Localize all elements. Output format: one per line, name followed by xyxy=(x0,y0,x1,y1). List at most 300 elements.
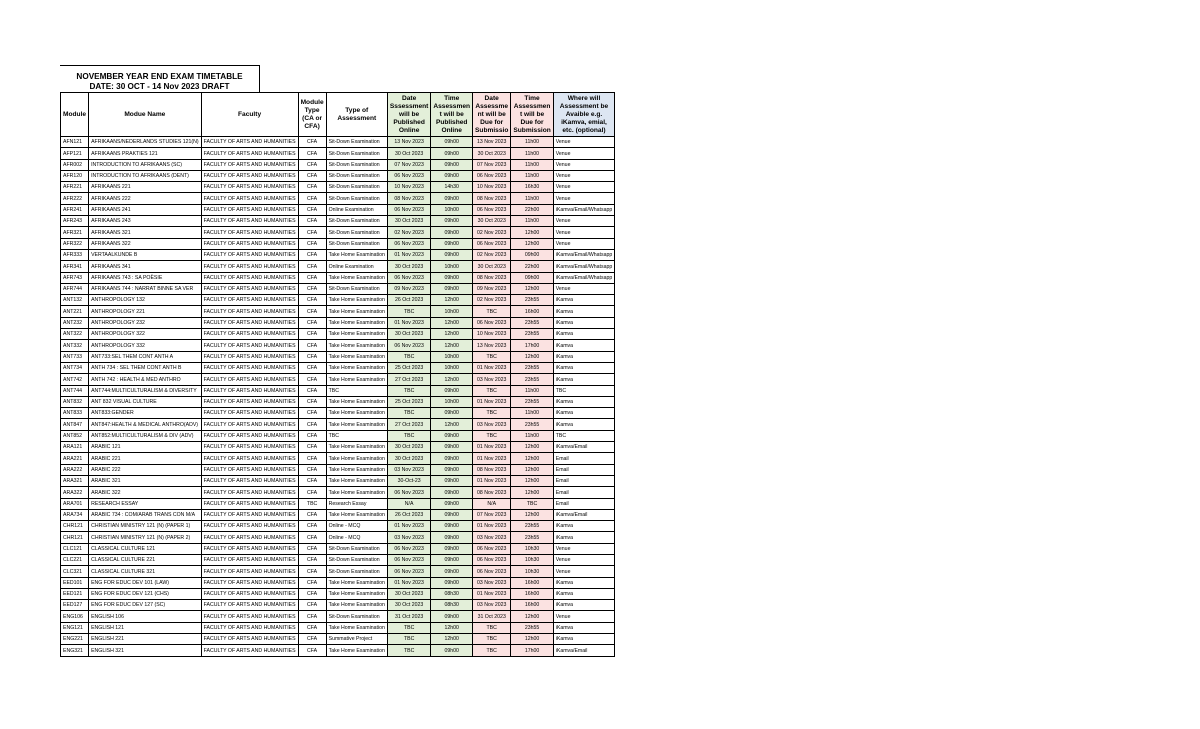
cell-faculty: FACULTY OF ARTS AND HUMANITIES xyxy=(201,385,298,396)
cell-due-time: 12h00 xyxy=(511,283,553,294)
cell-assessment-type: Sit-Down Examination xyxy=(326,238,387,249)
cell-due-time: 16h00 xyxy=(511,600,553,611)
cell-location: Venue xyxy=(553,159,615,170)
cell-publish-time: 12h00 xyxy=(431,329,473,340)
cell-module-name: ENGLISH 221 xyxy=(89,634,202,645)
cell-module-type: CFA xyxy=(298,351,326,362)
cell-module-code: ANT232 xyxy=(61,317,89,328)
cell-module-code: EED101 xyxy=(61,577,89,588)
table-row xyxy=(61,396,615,407)
cell-due-date: TBC xyxy=(473,385,511,396)
cell-publish-date: 25 Oct 2023 xyxy=(387,362,431,373)
cell-module-name: ARABIC 222 xyxy=(89,464,202,475)
cell-publish-time: 10h00 xyxy=(431,306,473,317)
cell-module-type: CFA xyxy=(298,577,326,588)
cell-due-date: 07 Nov 2023 xyxy=(473,509,511,520)
cell-module-type: CFA xyxy=(298,487,326,498)
cell-module-code: ANT832 xyxy=(61,396,89,407)
cell-module-type: CFA xyxy=(298,261,326,272)
cell-publish-date: 30 Oct 2023 xyxy=(387,148,431,159)
cell-publish-date: 30 Oct 2023 xyxy=(387,216,431,227)
cell-due-date: TBC xyxy=(473,351,511,362)
cell-location: iKamva xyxy=(553,600,615,611)
table-row xyxy=(61,453,615,464)
table-row xyxy=(61,611,615,622)
cell-publish-date: 08 Nov 2023 xyxy=(387,193,431,204)
cell-publish-time: 10h00 xyxy=(431,261,473,272)
table-row xyxy=(61,182,615,193)
cell-module-name: CLASSICAL CULTURE 121 xyxy=(89,543,202,554)
cell-publish-date: TBC xyxy=(387,408,431,419)
cell-module-name: ANTH 742 : HEALTH & MED ANTHRO xyxy=(89,374,202,385)
table-row xyxy=(61,317,615,328)
page-title: NOVEMBER YEAR END EXAM TIMETABLE xyxy=(76,72,243,81)
cell-assessment-type: Take Home Examination xyxy=(326,295,387,306)
table-row xyxy=(61,148,615,159)
cell-publish-date: TBC xyxy=(387,351,431,362)
cell-module-name: AFRIKAANS PRAKTIES 121 xyxy=(89,148,202,159)
cell-faculty: FACULTY OF ARTS AND HUMANITIES xyxy=(201,261,298,272)
cell-module-code: AFR341 xyxy=(61,261,89,272)
cell-due-date: 01 Nov 2023 xyxy=(473,475,511,486)
cell-module-code: ARA321 xyxy=(61,475,89,486)
cell-location: Venue xyxy=(553,566,615,577)
cell-faculty: FACULTY OF ARTS AND HUMANITIES xyxy=(201,137,298,148)
header-module-name: Modue Name xyxy=(89,93,202,137)
cell-publish-date: 13 Nov 2023 xyxy=(387,137,431,148)
cell-module-name: ANTHROPOLOGY 221 xyxy=(89,306,202,317)
cell-assessment-type: Sit-Down Examination xyxy=(326,148,387,159)
cell-module-type: CFA xyxy=(298,340,326,351)
cell-module-code: ARA221 xyxy=(61,453,89,464)
cell-module-code: AFR221 xyxy=(61,182,89,193)
cell-module-code: CLC221 xyxy=(61,554,89,565)
cell-due-date: 01 Nov 2023 xyxy=(473,453,511,464)
cell-assessment-type: Take Home Examination xyxy=(326,588,387,599)
cell-module-code: ENG121 xyxy=(61,622,89,633)
cell-module-type: CFA xyxy=(298,272,326,283)
cell-due-time: 22h00 xyxy=(511,261,553,272)
cell-location: Venue xyxy=(553,170,615,181)
cell-faculty: FACULTY OF ARTS AND HUMANITIES xyxy=(201,543,298,554)
table-row xyxy=(61,261,615,272)
cell-publish-time: 12h00 xyxy=(431,317,473,328)
cell-publish-time: 14h30 xyxy=(431,182,473,193)
cell-due-date: TBC xyxy=(473,408,511,419)
cell-publish-time: 09h00 xyxy=(431,137,473,148)
cell-location: iKamva/Email xyxy=(553,442,615,453)
cell-publish-time: 09h00 xyxy=(431,408,473,419)
cell-publish-time: 09h00 xyxy=(431,249,473,260)
table-row xyxy=(61,487,615,498)
cell-assessment-type: Research Essay xyxy=(326,498,387,509)
cell-assessment-type: Sit-Down Examination xyxy=(326,193,387,204)
cell-module-name: AFRIKAANS 322 xyxy=(89,238,202,249)
cell-module-type: CFA xyxy=(298,193,326,204)
cell-location: Venue xyxy=(553,283,615,294)
cell-module-code: ANT332 xyxy=(61,340,89,351)
cell-module-code: ENG221 xyxy=(61,634,89,645)
cell-faculty: FACULTY OF ARTS AND HUMANITIES xyxy=(201,227,298,238)
cell-module-name: ANT744:MULTICULTURALISM & DIVERSITY xyxy=(89,385,202,396)
cell-publish-time: 10h00 xyxy=(431,204,473,215)
cell-module-type: CFA xyxy=(298,645,326,656)
table-body xyxy=(61,137,615,657)
cell-assessment-type: Take Home Examination xyxy=(326,645,387,656)
cell-location: Venue xyxy=(553,137,615,148)
cell-publish-date: 01 Nov 2023 xyxy=(387,317,431,328)
table-row xyxy=(61,622,615,633)
cell-module-code: ANT742 xyxy=(61,374,89,385)
cell-due-date: 06 Nov 2023 xyxy=(473,238,511,249)
cell-faculty: FACULTY OF ARTS AND HUMANITIES xyxy=(201,182,298,193)
cell-module-name: AFRIKAANS/NEDERLANDS STUDIES 121(N) xyxy=(89,137,202,148)
cell-publish-date: 09 Nov 2023 xyxy=(387,283,431,294)
cell-location: Email xyxy=(553,475,615,486)
cell-due-time: 23h55 xyxy=(511,317,553,328)
cell-module-name: AFRIKAANS 744 : NARRAT BINNE SA VER xyxy=(89,283,202,294)
cell-module-name: AFRIKAANS 243 xyxy=(89,216,202,227)
cell-assessment-type: Take Home Examination xyxy=(326,475,387,486)
cell-faculty: FACULTY OF ARTS AND HUMANITIES xyxy=(201,442,298,453)
table-row xyxy=(61,306,615,317)
cell-publish-date: 25 Oct 2023 xyxy=(387,396,431,407)
cell-module-name: ANTHROPOLOGY 322 xyxy=(89,329,202,340)
table-row xyxy=(61,498,615,509)
cell-due-time: 09h00 xyxy=(511,272,553,283)
header-module: Module xyxy=(61,93,89,137)
cell-module-code: ANT132 xyxy=(61,295,89,306)
cell-publish-time: 09h00 xyxy=(431,543,473,554)
cell-module-name: ANT852:MULTICULTURALISM & DIV (ADV) xyxy=(89,430,202,441)
cell-module-name: AFRIKAANS 743 : SA POËSIE xyxy=(89,272,202,283)
cell-due-time: 12h00 xyxy=(511,611,553,622)
cell-location: iKamva xyxy=(553,588,615,599)
cell-faculty: FACULTY OF ARTS AND HUMANITIES xyxy=(201,170,298,181)
cell-faculty: FACULTY OF ARTS AND HUMANITIES xyxy=(201,554,298,565)
cell-due-time: 11h00 xyxy=(511,193,553,204)
cell-location: iKamva xyxy=(553,374,615,385)
table-row xyxy=(61,566,615,577)
table-row xyxy=(61,475,615,486)
cell-due-time: 12h00 xyxy=(511,227,553,238)
cell-due-time: 11h00 xyxy=(511,148,553,159)
cell-module-code: ANT221 xyxy=(61,306,89,317)
cell-faculty: FACULTY OF ARTS AND HUMANITIES xyxy=(201,283,298,294)
cell-publish-date: 31 Oct 2023 xyxy=(387,611,431,622)
cell-module-type: CFA xyxy=(298,249,326,260)
cell-faculty: FACULTY OF ARTS AND HUMANITIES xyxy=(201,419,298,430)
cell-due-time: 11h00 xyxy=(511,170,553,181)
cell-location: Email xyxy=(553,498,615,509)
cell-assessment-type: Take Home Examination xyxy=(326,453,387,464)
cell-module-code: CLC121 xyxy=(61,543,89,554)
cell-publish-time: 08h30 xyxy=(431,600,473,611)
cell-publish-time: 09h00 xyxy=(431,532,473,543)
cell-due-date: 03 Nov 2023 xyxy=(473,577,511,588)
cell-publish-date: 30 Oct 2023 xyxy=(387,453,431,464)
cell-publish-time: 09h00 xyxy=(431,442,473,453)
cell-due-date: 08 Nov 2023 xyxy=(473,272,511,283)
cell-publish-time: 09h00 xyxy=(431,487,473,498)
table-row xyxy=(61,272,615,283)
cell-module-type: CFA xyxy=(298,554,326,565)
cell-publish-date: 26 Oct 2023 xyxy=(387,509,431,520)
cell-due-time: 12h00 xyxy=(511,475,553,486)
cell-faculty: FACULTY OF ARTS AND HUMANITIES xyxy=(201,453,298,464)
cell-publish-time: 12h00 xyxy=(431,340,473,351)
cell-publish-date: 27 Oct 2023 xyxy=(387,374,431,385)
cell-due-date: 08 Nov 2023 xyxy=(473,193,511,204)
cell-location: iKamva xyxy=(553,396,615,407)
cell-assessment-type: Take Home Examination xyxy=(326,272,387,283)
cell-assessment-type: Take Home Examination xyxy=(326,464,387,475)
cell-assessment-type: Take Home Examination xyxy=(326,374,387,385)
cell-location: iKamva/Email/Whatsapp xyxy=(553,204,615,215)
cell-assessment-type: Take Home Examination xyxy=(326,408,387,419)
cell-assessment-type: Sit-Down Examination xyxy=(326,216,387,227)
cell-publish-time: 10h00 xyxy=(431,351,473,362)
cell-publish-date: 30 Oct 2023 xyxy=(387,442,431,453)
cell-module-code: AFR321 xyxy=(61,227,89,238)
cell-due-time: 16h00 xyxy=(511,577,553,588)
cell-module-type: CFA xyxy=(298,532,326,543)
cell-module-type: CFA xyxy=(298,170,326,181)
cell-location: iKamva xyxy=(553,362,615,373)
cell-publish-time: 09h00 xyxy=(431,385,473,396)
header-publish-time: Time Assessmen t will be Published Online xyxy=(431,93,473,137)
cell-location: Email xyxy=(553,464,615,475)
cell-publish-time: 09h00 xyxy=(431,464,473,475)
cell-location: Venue xyxy=(553,193,615,204)
cell-faculty: FACULTY OF ARTS AND HUMANITIES xyxy=(201,329,298,340)
cell-module-type: CFA xyxy=(298,385,326,396)
cell-module-type: CFA xyxy=(298,453,326,464)
cell-module-code: ANT833 xyxy=(61,408,89,419)
cell-module-type: CFA xyxy=(298,611,326,622)
cell-module-code: AFR241 xyxy=(61,204,89,215)
cell-publish-time: 09h00 xyxy=(431,475,473,486)
cell-location: iKamva xyxy=(553,622,615,633)
cell-assessment-type: Sit-Down Examination xyxy=(326,182,387,193)
cell-faculty: FACULTY OF ARTS AND HUMANITIES xyxy=(201,408,298,419)
cell-publish-date: TBC xyxy=(387,430,431,441)
cell-module-name: ANTHROPOLOGY 132 xyxy=(89,295,202,306)
cell-due-time: 23h55 xyxy=(511,374,553,385)
cell-due-time: TBC xyxy=(511,498,553,509)
cell-due-time: 23h55 xyxy=(511,622,553,633)
cell-module-name: CLASSICAL CULTURE 221 xyxy=(89,554,202,565)
exam-timetable xyxy=(60,92,615,657)
cell-module-code: ENG106 xyxy=(61,611,89,622)
cell-module-code: ANT734 xyxy=(61,362,89,373)
cell-module-name: CHRISTIAN MINISTRY 121 (N) (PAPER 1) xyxy=(89,521,202,532)
cell-module-name: ARABIC 221 xyxy=(89,453,202,464)
cell-faculty: FACULTY OF ARTS AND HUMANITIES xyxy=(201,295,298,306)
cell-due-date: 06 Nov 2023 xyxy=(473,554,511,565)
cell-publish-time: 09h00 xyxy=(431,148,473,159)
cell-module-name: ANTHROPOLOGY 332 xyxy=(89,340,202,351)
table-row xyxy=(61,600,615,611)
cell-location: TBC xyxy=(553,430,615,441)
cell-due-date: 09 Nov 2023 xyxy=(473,283,511,294)
cell-module-type: CFA xyxy=(298,317,326,328)
cell-module-code: AFR222 xyxy=(61,193,89,204)
cell-module-code: AFP121 xyxy=(61,148,89,159)
cell-module-type: CFA xyxy=(298,216,326,227)
cell-faculty: FACULTY OF ARTS AND HUMANITIES xyxy=(201,577,298,588)
cell-assessment-type: Online Examination xyxy=(326,261,387,272)
cell-module-type: CFA xyxy=(298,509,326,520)
cell-module-code: ENG321 xyxy=(61,645,89,656)
cell-module-code: ARA701 xyxy=(61,498,89,509)
cell-module-type: CFA xyxy=(298,475,326,486)
cell-publish-date: N/A xyxy=(387,498,431,509)
cell-module-name: ENGLISH 106 xyxy=(89,611,202,622)
cell-module-name: AFRIKAANS 241 xyxy=(89,204,202,215)
cell-due-date: TBC xyxy=(473,622,511,633)
cell-due-date: 06 Nov 2023 xyxy=(473,317,511,328)
cell-assessment-type: Take Home Examination xyxy=(326,317,387,328)
cell-location: Venue xyxy=(553,611,615,622)
cell-module-name: ARABIC 322 xyxy=(89,487,202,498)
cell-module-name: INTRODUCTION TO AFRIKAANS (DENT) xyxy=(89,170,202,181)
cell-due-time: 12h00 xyxy=(511,351,553,362)
cell-faculty: FACULTY OF ARTS AND HUMANITIES xyxy=(201,566,298,577)
cell-location: iKamva/Email/Whatsapp xyxy=(553,249,615,260)
cell-publish-date: TBC xyxy=(387,385,431,396)
cell-module-type: CFA xyxy=(298,634,326,645)
cell-location: Venue xyxy=(553,543,615,554)
cell-module-code: ANT852 xyxy=(61,430,89,441)
cell-publish-time: 09h00 xyxy=(431,430,473,441)
cell-assessment-type: Take Home Examination xyxy=(326,351,387,362)
cell-module-name: CHRISTIAN MINISTRY 121 (N) (PAPER 2) xyxy=(89,532,202,543)
cell-module-type: CFA xyxy=(298,283,326,294)
cell-assessment-type: Sit-Down Examination xyxy=(326,283,387,294)
cell-assessment-type: Sit-Down Examination xyxy=(326,566,387,577)
cell-assessment-type: Online - MCQ xyxy=(326,521,387,532)
cell-location: Venue xyxy=(553,227,615,238)
cell-publish-time: 09h00 xyxy=(431,238,473,249)
cell-module-name: ARABIC 121 xyxy=(89,442,202,453)
cell-due-date: 07 Nov 2023 xyxy=(473,159,511,170)
cell-location: iKamva/Email xyxy=(553,509,615,520)
cell-assessment-type: Take Home Examination xyxy=(326,362,387,373)
cell-location: Venue xyxy=(553,216,615,227)
cell-module-code: ARA121 xyxy=(61,442,89,453)
cell-assessment-type: Take Home Examination xyxy=(326,419,387,430)
cell-due-time: 23h55 xyxy=(511,419,553,430)
cell-publish-time: 09h00 xyxy=(431,521,473,532)
table-row xyxy=(61,170,615,181)
header-faculty: Faculty xyxy=(201,93,298,137)
cell-faculty: FACULTY OF ARTS AND HUMANITIES xyxy=(201,306,298,317)
cell-faculty: FACULTY OF ARTS AND HUMANITIES xyxy=(201,430,298,441)
cell-module-type: CFA xyxy=(298,543,326,554)
cell-due-date: 01 Nov 2023 xyxy=(473,442,511,453)
cell-due-date: 06 Nov 2023 xyxy=(473,170,511,181)
table-row xyxy=(61,238,615,249)
cell-module-type: CFA xyxy=(298,442,326,453)
cell-faculty: FACULTY OF ARTS AND HUMANITIES xyxy=(201,509,298,520)
cell-module-code: AFR243 xyxy=(61,216,89,227)
cell-publish-time: 09h00 xyxy=(431,577,473,588)
cell-assessment-type: Sit-Down Examination xyxy=(326,159,387,170)
cell-assessment-type: Take Home Examination xyxy=(326,396,387,407)
cell-publish-date: 06 Nov 2023 xyxy=(387,554,431,565)
cell-module-code: AFR333 xyxy=(61,249,89,260)
cell-module-name: ARABIC 321 xyxy=(89,475,202,486)
cell-module-code: ANT733 xyxy=(61,351,89,362)
cell-module-type: CFA xyxy=(298,622,326,633)
cell-publish-date: TBC xyxy=(387,645,431,656)
cell-assessment-type: TBC xyxy=(326,430,387,441)
cell-due-time: 23h55 xyxy=(511,532,553,543)
cell-location: iKamva xyxy=(553,351,615,362)
cell-assessment-type: Sit-Down Examination xyxy=(326,611,387,622)
cell-publish-date: 06 Nov 2023 xyxy=(387,238,431,249)
table-row xyxy=(61,227,615,238)
table-row xyxy=(61,340,615,351)
cell-publish-time: 08h30 xyxy=(431,588,473,599)
cell-faculty: FACULTY OF ARTS AND HUMANITIES xyxy=(201,159,298,170)
table-row xyxy=(61,588,615,599)
cell-publish-time: 09h00 xyxy=(431,554,473,565)
cell-due-date: 01 Nov 2023 xyxy=(473,588,511,599)
cell-due-date: TBC xyxy=(473,634,511,645)
cell-due-time: 11h00 xyxy=(511,216,553,227)
cell-assessment-type: Sit-Down Examination xyxy=(326,170,387,181)
cell-faculty: FACULTY OF ARTS AND HUMANITIES xyxy=(201,532,298,543)
cell-module-name: AFRIKAANS 221 xyxy=(89,182,202,193)
cell-faculty: FACULTY OF ARTS AND HUMANITIES xyxy=(201,498,298,509)
cell-due-time: 10h30 xyxy=(511,554,553,565)
cell-faculty: FACULTY OF ARTS AND HUMANITIES xyxy=(201,622,298,633)
table-row xyxy=(61,521,615,532)
cell-module-code: AFR744 xyxy=(61,283,89,294)
cell-module-code: ARA222 xyxy=(61,464,89,475)
cell-publish-time: 09h00 xyxy=(431,283,473,294)
cell-publish-time: 09h00 xyxy=(431,216,473,227)
cell-assessment-type: Online - MCQ xyxy=(326,532,387,543)
table-row xyxy=(61,193,615,204)
cell-due-time: 11h00 xyxy=(511,159,553,170)
cell-publish-date: TBC xyxy=(387,306,431,317)
table-row xyxy=(61,329,615,340)
cell-publish-time: 10h00 xyxy=(431,362,473,373)
cell-module-name: ARABIC 734 : COM/ARAB TRANS CON M/A xyxy=(89,509,202,520)
table-row xyxy=(61,159,615,170)
cell-publish-time: 09h00 xyxy=(431,170,473,181)
cell-due-date: 13 Nov 2023 xyxy=(473,137,511,148)
cell-module-type: CFA xyxy=(298,306,326,317)
cell-module-name: ENGLISH 121 xyxy=(89,622,202,633)
table-row xyxy=(61,295,615,306)
cell-location: iKamva xyxy=(553,340,615,351)
table-row xyxy=(61,408,615,419)
table-row xyxy=(61,543,615,554)
cell-publish-date: 30 Oct 2023 xyxy=(387,588,431,599)
cell-publish-date: 06 Nov 2023 xyxy=(387,170,431,181)
header-location: Where will Assessment be Avaible e.g. iKamva, emial, etc. (optional) xyxy=(553,93,615,137)
table-row xyxy=(61,362,615,373)
cell-module-code: ARA734 xyxy=(61,509,89,520)
table-row xyxy=(61,442,615,453)
cell-module-type: CFA xyxy=(298,521,326,532)
table-row xyxy=(61,137,615,148)
cell-module-type: CFA xyxy=(298,588,326,599)
